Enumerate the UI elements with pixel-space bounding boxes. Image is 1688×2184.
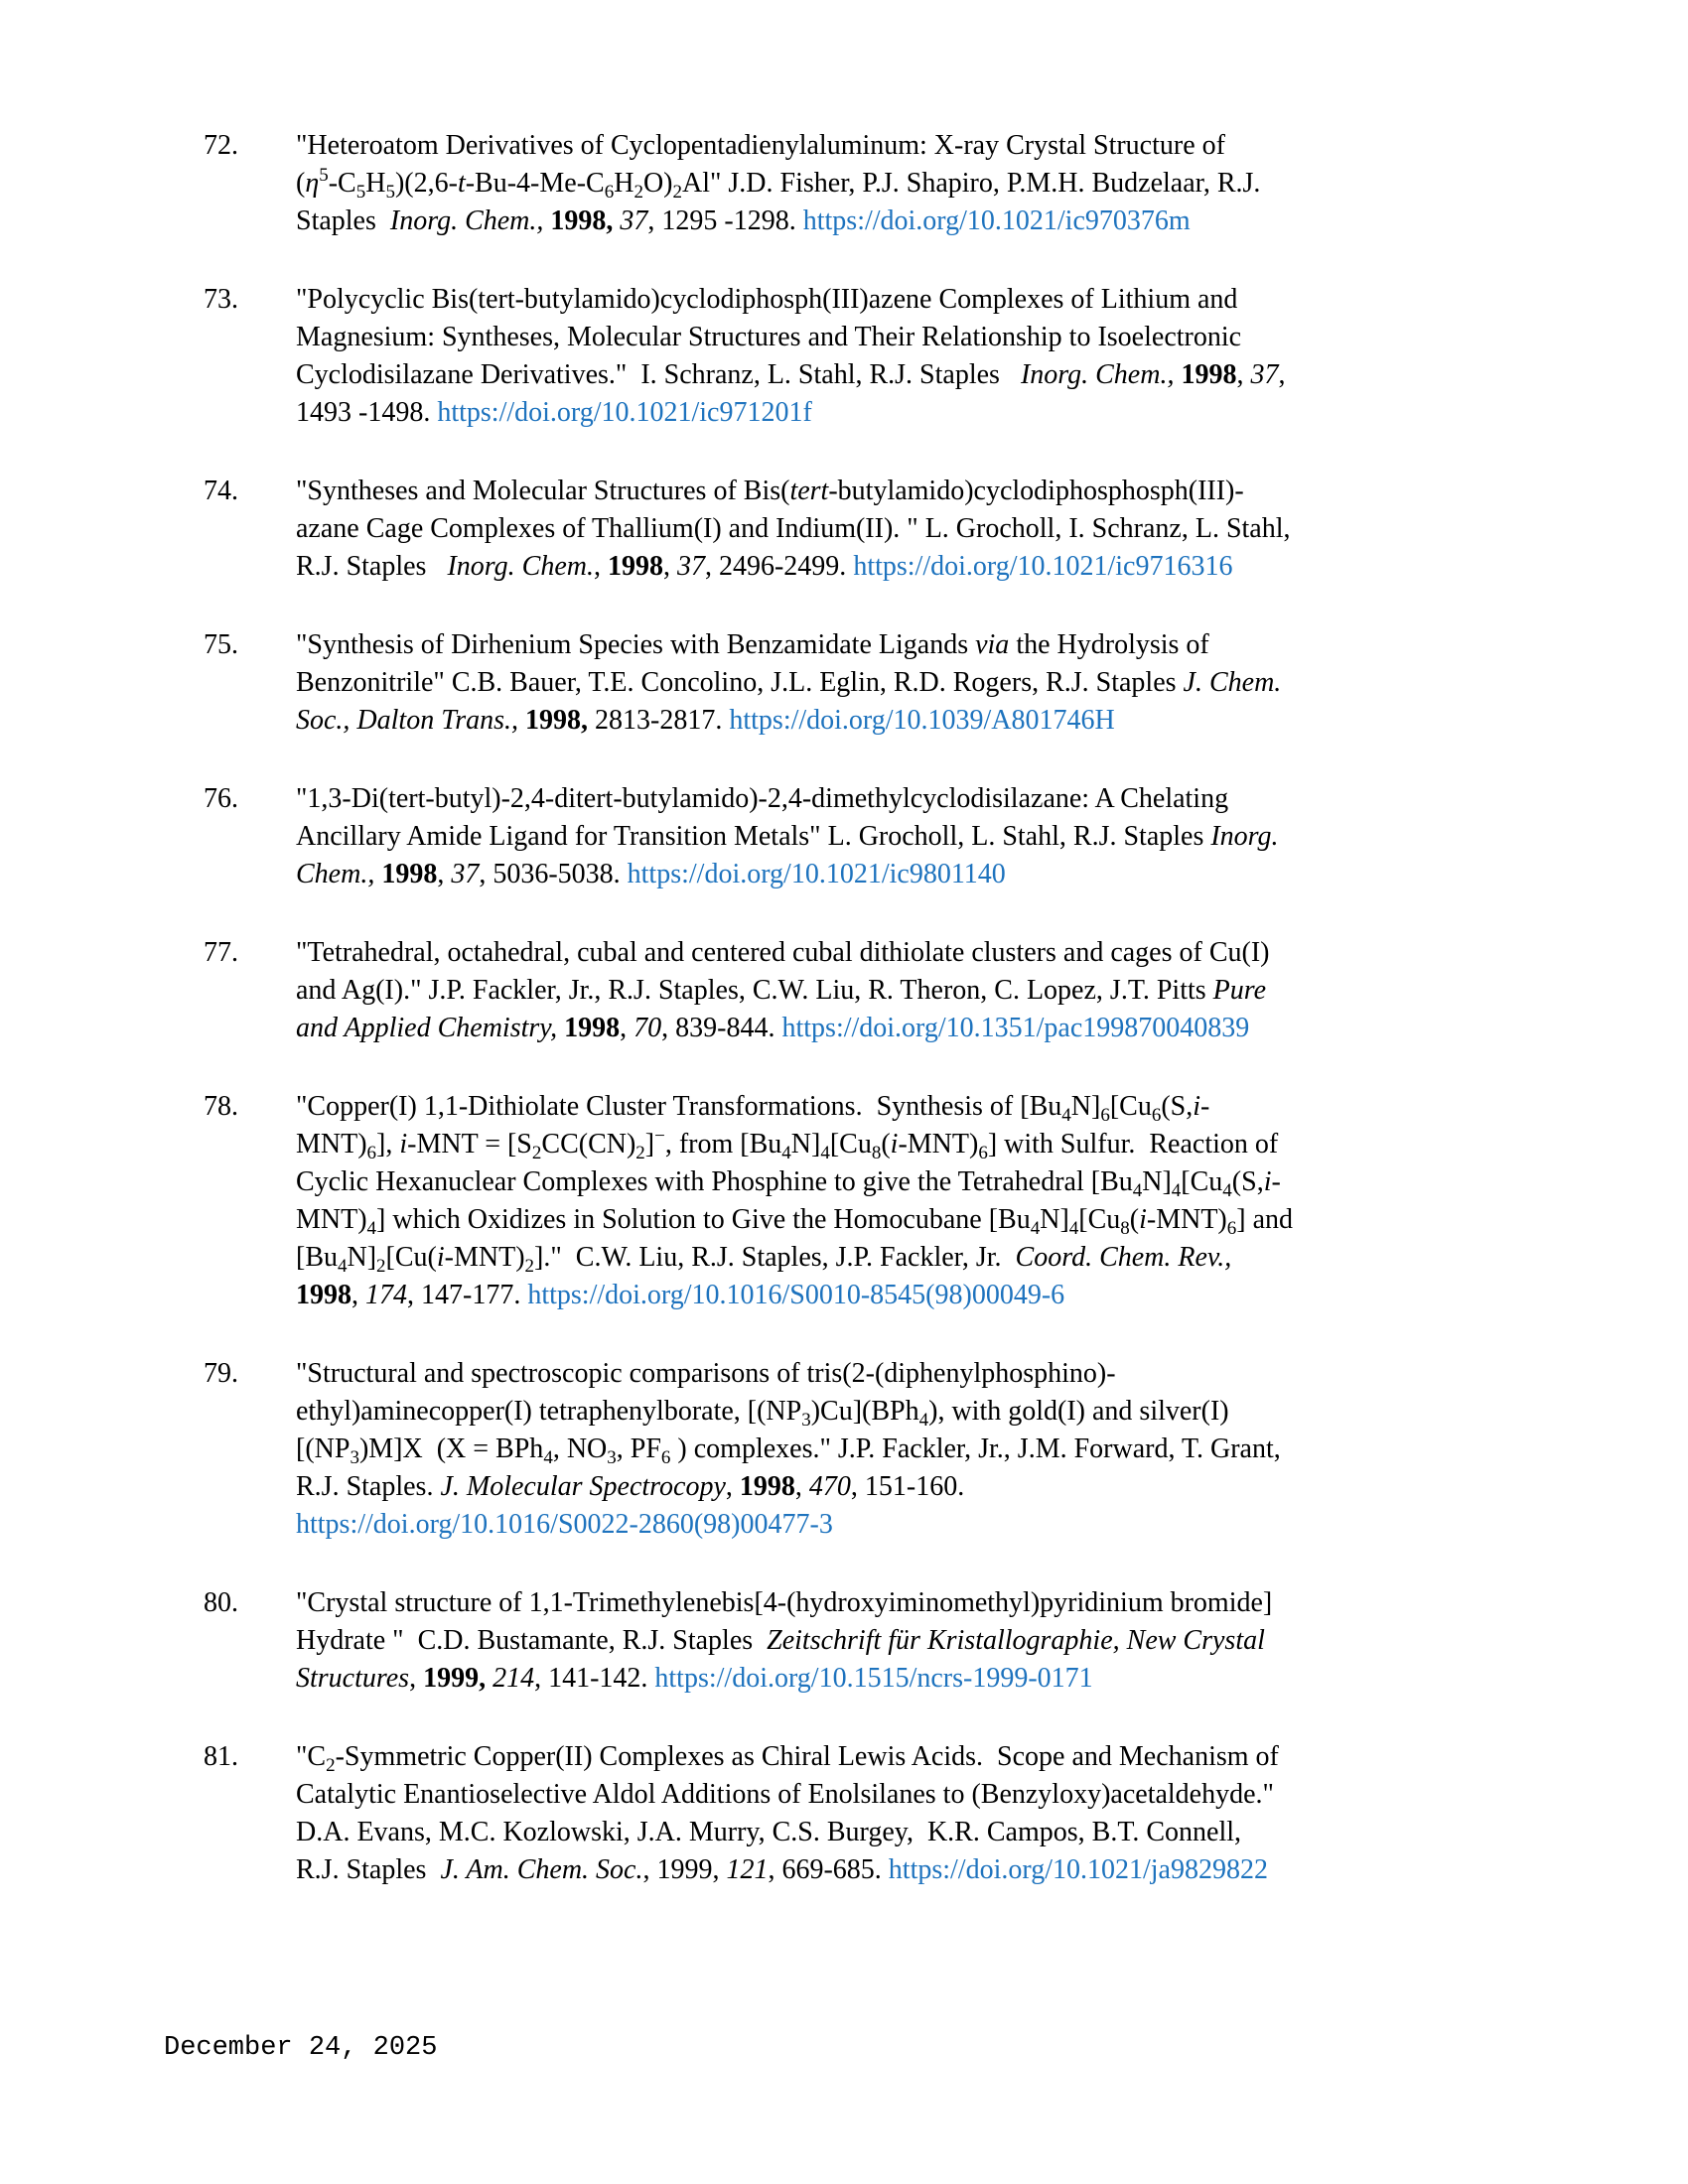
text-run: 2 xyxy=(672,182,682,203)
text-run: - xyxy=(1200,1091,1210,1122)
text-run: 4 xyxy=(366,1218,377,1239)
text-run: -MNT) xyxy=(1146,1204,1227,1235)
reference-entry xyxy=(204,780,1465,893)
reference-number: 72. xyxy=(204,130,238,161)
text-run: (S, xyxy=(1231,1166,1264,1197)
reference-text xyxy=(296,281,1465,432)
text-run: 3 xyxy=(801,1410,811,1431)
doi-link[interactable]: https://doi.org/10.1021/ic9716316 xyxy=(853,551,1233,582)
text-run: , xyxy=(1236,359,1251,390)
text-run: "Tetrahedral, octahedral, cubal and centered cubal dithiolate clusters and cages of Cu(I) xyxy=(296,937,1270,968)
text-run: 6 xyxy=(978,1143,988,1163)
text-run: ]." C.W. Liu, R.J. Staples, J.P. Fackler, Jr. xyxy=(534,1242,1016,1273)
reference-line xyxy=(296,780,1465,818)
text-run: 4 xyxy=(1061,1105,1071,1126)
reference-entry xyxy=(204,934,1465,1047)
text-run: -Bu-4-Me-C xyxy=(465,168,605,199)
text-run: 4 xyxy=(1132,1180,1143,1201)
doi-link[interactable]: https://doi.org/10.1021/ja9829822 xyxy=(888,1854,1268,1885)
reference-number: 76. xyxy=(204,783,238,814)
reference-line xyxy=(296,1738,1465,1776)
text-run: 37 xyxy=(620,205,648,236)
doi-link[interactable]: https://doi.org/10.1351/pac199870040839 xyxy=(781,1013,1250,1043)
reference-line xyxy=(296,1622,1465,1660)
text-run: i xyxy=(436,1242,445,1273)
text-run: [Cu xyxy=(1078,1204,1121,1235)
text-run: N] xyxy=(1070,1091,1101,1122)
text-run: )M]X (X = BPh xyxy=(358,1433,544,1464)
text-run: , xyxy=(409,1663,424,1694)
reference-list xyxy=(204,127,1465,1889)
text-run: 2 xyxy=(531,1143,542,1163)
reference-line xyxy=(296,1277,1465,1314)
reference-entry xyxy=(204,1738,1465,1889)
text-run: , xyxy=(725,1471,740,1502)
reference-line xyxy=(296,1506,1465,1544)
text-run: 5 xyxy=(355,182,366,203)
reference-entry xyxy=(204,473,1465,586)
text-run: , PF xyxy=(616,1433,661,1464)
text-run: ] and xyxy=(1236,1204,1294,1235)
text-run: 121 xyxy=(726,1854,769,1885)
reference-line xyxy=(296,934,1465,972)
text-run: "Syntheses and Molecular Structures of Bis( xyxy=(296,476,790,506)
text-run: 214 xyxy=(492,1663,535,1694)
text-run: 8 xyxy=(1120,1218,1130,1239)
text-run: 37 xyxy=(676,551,705,582)
reference-text xyxy=(296,1355,1465,1544)
text-run: N] xyxy=(347,1242,377,1273)
text-run: [Bu xyxy=(296,1242,338,1273)
text-run: , 1295 -1298. xyxy=(647,205,803,236)
reference-line xyxy=(296,818,1465,856)
reference-line xyxy=(296,1851,1465,1889)
text-run: 2 xyxy=(376,1256,386,1277)
text-run: 6 xyxy=(1100,1105,1110,1126)
doi-link[interactable]: https://doi.org/10.1021/ic970376m xyxy=(802,205,1191,236)
text-run: 37 xyxy=(451,859,480,889)
text-run: "Heteroatom Derivatives of Cyclopentadienylaluminum: X-ray Crystal Structure of xyxy=(296,130,1225,161)
text-run: η xyxy=(305,168,320,199)
text-run: 4 xyxy=(820,1143,830,1163)
text-run: Al" J.D. Fisher, P.J. Shapiro, P.M.H. Budzelaar, R.J. xyxy=(681,168,1261,199)
doi-link[interactable]: https://doi.org/10.1021/ic971201f xyxy=(437,397,812,428)
text-run: t xyxy=(457,168,466,199)
text-run: H xyxy=(614,168,634,199)
text-run: 1999, xyxy=(423,1663,487,1694)
text-run: Inorg. xyxy=(1210,821,1279,852)
text-run: 6 xyxy=(660,1447,671,1468)
text-run: )(2,6- xyxy=(394,168,458,199)
text-run: 70 xyxy=(633,1013,662,1043)
reference-text xyxy=(296,1088,1465,1314)
reference-line xyxy=(296,1814,1465,1851)
reference-text xyxy=(296,473,1465,586)
reference-line xyxy=(296,856,1465,893)
text-run: 2813-2817. xyxy=(588,705,730,736)
text-run: Catalytic Enantioselective Aldol Additions of Enolsilanes to (Benzyloxy)acetaldehyde." xyxy=(296,1779,1274,1810)
text-run: "Structural and spectroscopic comparisons of tris(2-(diphenylphosphino)- xyxy=(296,1358,1116,1389)
text-run: 6 xyxy=(604,182,615,203)
text-run: , 2496-2499. xyxy=(704,551,854,582)
text-run: 174 xyxy=(365,1280,407,1310)
reference-entry xyxy=(204,1584,1465,1698)
reference-number: 78. xyxy=(204,1091,238,1122)
text-run: , NO xyxy=(552,1433,608,1464)
text-run: 4 xyxy=(1068,1218,1079,1239)
doi-link[interactable]: https://doi.org/10.1016/S0010-8545(98)00049-6 xyxy=(527,1280,1065,1310)
text-run: Cyclodisilazane Derivatives." I. Schranz, L. Stahl, R.J. Staples xyxy=(296,359,1021,390)
text-run: and Ag(I)." J.P. Fackler, Jr., R.J. Staples, C.W. Liu, R. Theron, C. Lopez, J.T. Pitts xyxy=(296,975,1213,1006)
text-run: i xyxy=(1139,1204,1147,1235)
text-run: via xyxy=(975,629,1010,660)
text-run: Ancillary Amide Ligand for Transition Metals" L. Grocholl, L. Stahl, R.J. Staples xyxy=(296,821,1211,852)
text-run: , xyxy=(437,859,452,889)
reference-line xyxy=(296,1355,1465,1393)
text-run: ( xyxy=(1129,1204,1140,1235)
text-run: Cyclic Hexanuclear Complexes with Phosphine to give the Tetrahedral [Bu xyxy=(296,1166,1133,1197)
reference-line xyxy=(296,281,1465,319)
text-run: Chem., xyxy=(296,859,375,889)
text-run: ] with Sulfur. Reaction of xyxy=(987,1129,1279,1160)
text-run: 2 xyxy=(635,1143,645,1163)
reference-text xyxy=(296,1584,1465,1698)
text-run: i xyxy=(890,1129,899,1160)
doi-link[interactable]: https://doi.org/10.1021/ic9801140 xyxy=(627,859,1006,889)
text-run: 4 xyxy=(1171,1180,1182,1201)
text-run: 2 xyxy=(524,1256,535,1277)
reference-line xyxy=(296,664,1465,702)
text-run: , xyxy=(662,551,677,582)
reference-line xyxy=(296,1163,1465,1201)
text-run: i xyxy=(1263,1166,1272,1197)
reference-line xyxy=(296,394,1465,432)
text-run: 1998, xyxy=(550,205,614,236)
text-run: -MNT = [S xyxy=(407,1129,532,1160)
text-run: 4 xyxy=(1222,1180,1232,1201)
text-run: , 141-142. xyxy=(534,1663,655,1694)
text-run: R.J. Staples xyxy=(296,1854,441,1885)
doi-link[interactable]: https://doi.org/10.1016/S0022-2860(98)00477-3 xyxy=(296,1509,833,1540)
footer-date: December 24, 2025 xyxy=(164,2033,438,2063)
text-run: N] xyxy=(1040,1204,1069,1235)
text-run: 4 xyxy=(543,1447,553,1468)
text-run: ( xyxy=(881,1129,891,1160)
text-run: Inorg. Chem., xyxy=(389,205,544,236)
reference-line xyxy=(296,548,1465,586)
text-run: ] which Oxidizes in Solution to Give the Homocubane [Bu xyxy=(376,1204,1031,1235)
reference-line xyxy=(296,1239,1465,1277)
reference-entry xyxy=(204,281,1465,432)
reference-line xyxy=(296,702,1465,740)
doi-link[interactable]: https://doi.org/10.1039/A801746H xyxy=(729,705,1115,736)
reference-entry xyxy=(204,127,1465,240)
reference-number: 75. xyxy=(204,629,238,660)
text-run: -MNT) xyxy=(444,1242,525,1273)
text-run: - xyxy=(1271,1166,1281,1197)
text-run: and Applied Chemistry, xyxy=(296,1013,558,1043)
reference-line xyxy=(296,319,1465,356)
text-run: O) xyxy=(642,168,673,199)
text-run: Inorg. Chem. xyxy=(447,551,594,582)
text-run: , 147-177. xyxy=(407,1280,528,1310)
reference-text xyxy=(296,1738,1465,1889)
text-run: , 1999, xyxy=(642,1854,727,1885)
text-run: "Synthesis of Dirhenium Species with Benzamidate Ligands xyxy=(296,629,976,660)
text-run: the Hydrolysis of xyxy=(1009,629,1209,660)
text-run: , xyxy=(620,1013,634,1043)
reference-line xyxy=(296,1010,1465,1047)
reference-line xyxy=(296,165,1465,203)
text-run: , 839-844. xyxy=(661,1013,782,1043)
text-run: Structures xyxy=(296,1663,410,1694)
text-run: , 669-685. xyxy=(768,1854,889,1885)
reference-line xyxy=(296,1201,1465,1239)
reference-number: 79. xyxy=(204,1358,238,1389)
text-run: 1998 xyxy=(564,1013,621,1043)
reference-text xyxy=(296,626,1465,740)
text-run: )Cu](BPh xyxy=(810,1396,919,1427)
text-run: -Symmetric Copper(II) Complexes as Chiral Lewis Acids. Scope and Mechanism of xyxy=(335,1741,1279,1772)
text-run: 1998 xyxy=(739,1471,795,1502)
text-run: 1998 xyxy=(607,551,663,582)
text-run: [Cu xyxy=(829,1129,872,1160)
text-run: R.J. Staples. xyxy=(296,1471,441,1502)
text-run: 8 xyxy=(871,1143,882,1163)
text-run: [Cu xyxy=(1181,1166,1223,1197)
reference-line xyxy=(296,1088,1465,1126)
reference-number: 74. xyxy=(204,476,238,506)
text-run: J. Molecular Spectrocopy xyxy=(440,1471,726,1502)
reference-number: 73. xyxy=(204,284,238,315)
reference-line xyxy=(296,1776,1465,1814)
reference-line xyxy=(296,473,1465,510)
text-run: Magnesium: Syntheses, Molecular Structures and Their Relationship to Isoelectronic xyxy=(296,322,1242,352)
text-run: "Polycyclic Bis(tert-butylamido)cyclodiphosph(III)azene Complexes of Lithium and xyxy=(296,284,1238,315)
text-run: MNT) xyxy=(296,1129,367,1160)
reference-line xyxy=(296,1584,1465,1622)
text-run: i xyxy=(1193,1091,1200,1122)
text-run: azane Cage Complexes of Thallium(I) and Indium(II). " L. Grocholl, I. Schranz, L. Stahl, xyxy=(296,513,1291,544)
text-run: -C xyxy=(328,168,356,199)
text-run: , 5036-5038. xyxy=(479,859,628,889)
text-run: J. Chem. xyxy=(1183,667,1282,698)
reference-entry xyxy=(204,1088,1465,1314)
text-run: H xyxy=(365,168,386,199)
reference-line xyxy=(296,1660,1465,1698)
reference-number: 81. xyxy=(204,1741,238,1772)
text-run: Staples xyxy=(296,205,390,236)
text-run: J. Am. Chem. Soc. xyxy=(440,1854,643,1885)
text-run: 1998 xyxy=(1181,359,1237,390)
reference-text xyxy=(296,934,1465,1047)
text-run xyxy=(518,705,525,736)
text-run: 5 xyxy=(385,182,395,203)
reference-line xyxy=(296,1126,1465,1163)
text-run: 5 xyxy=(319,165,329,186)
text-run: − xyxy=(654,1126,665,1147)
text-run: -butylamido)cyclodiphosphosph(III)- xyxy=(828,476,1244,506)
text-run: , 151-160. xyxy=(850,1471,965,1502)
reference-line xyxy=(296,510,1465,548)
text-run: 6 xyxy=(1151,1105,1162,1126)
text-run: , xyxy=(1278,359,1286,390)
text-run: , xyxy=(352,1280,365,1310)
text-run: Zeitschrift für Kristallographie, New Crystal xyxy=(767,1625,1265,1656)
reference-entry xyxy=(204,1355,1465,1544)
text-run: "C xyxy=(296,1741,327,1772)
text-run: 470 xyxy=(808,1471,851,1502)
text-run: ) complexes." J.P. Fackler, Jr., J.M. Forward, T. Grant, xyxy=(670,1433,1281,1464)
reference-entry xyxy=(204,626,1465,740)
reference-line xyxy=(296,1393,1465,1431)
text-run: (S, xyxy=(1161,1091,1194,1122)
text-run: ethyl)aminecopper(I) tetraphenylborate, [(NP xyxy=(296,1396,802,1427)
reference-text xyxy=(296,127,1465,240)
text-run: D.A. Evans, M.C. Kozlowski, J.A. Murry, C.S. Burgey, K.R. Campos, B.T. Connell, xyxy=(296,1817,1241,1847)
reference-line xyxy=(296,203,1465,240)
text-run: , xyxy=(794,1471,809,1502)
reference-line xyxy=(296,1468,1465,1506)
text-run: Coord. Chem. Rev., xyxy=(1015,1242,1232,1273)
reference-number: 77. xyxy=(204,937,238,968)
text-run: MNT) xyxy=(296,1204,367,1235)
text-run: 4 xyxy=(1030,1218,1041,1239)
text-run: N] xyxy=(790,1129,821,1160)
doi-link[interactable]: https://doi.org/10.1515/ncrs-1999-0171 xyxy=(654,1663,1093,1694)
text-run: ] xyxy=(644,1129,655,1160)
text-run: 4 xyxy=(918,1410,929,1431)
text-run: Pure xyxy=(1212,975,1267,1006)
text-run: 37 xyxy=(1250,359,1279,390)
text-run: CC(CN) xyxy=(541,1129,636,1160)
text-run: 6 xyxy=(366,1143,377,1163)
reference-line xyxy=(296,626,1465,664)
text-run: 1998, xyxy=(525,705,589,736)
text-run: 2 xyxy=(633,182,643,203)
text-run: 1998 xyxy=(296,1280,352,1310)
text-run: R.J. Staples xyxy=(296,551,448,582)
text-run: Hydrate " C.D. Bustamante, R.J. Staples xyxy=(296,1625,768,1656)
text-run: 3 xyxy=(350,1447,359,1468)
text-run: N] xyxy=(1142,1166,1172,1197)
text-run: 4 xyxy=(338,1256,348,1277)
text-run: Inorg. Chem., xyxy=(1020,359,1175,390)
reference-text xyxy=(296,780,1465,893)
text-run: "1,3-Di(tert-butyl)-2,4-ditert-butylamido)-2,4-dimethylcyclodisilazane: A Chelating xyxy=(296,783,1229,814)
text-run: 2 xyxy=(326,1755,336,1776)
reference-line xyxy=(296,1431,1465,1468)
text-run: ), with gold(I) and silver(I) xyxy=(928,1396,1229,1427)
text-run: 1493 -1498. xyxy=(296,397,438,428)
text-run: [(NP xyxy=(296,1433,351,1464)
text-run: 4 xyxy=(781,1143,791,1163)
text-run: -MNT) xyxy=(898,1129,979,1160)
reference-number: 80. xyxy=(204,1587,238,1618)
text-run: 6 xyxy=(1226,1218,1237,1239)
text-run: tert xyxy=(789,476,829,506)
text-run: [Cu xyxy=(1109,1091,1152,1122)
reference-line xyxy=(296,356,1465,394)
text-run: ( xyxy=(296,168,306,199)
text-run: , from [Bu xyxy=(664,1129,782,1160)
text-run: "Copper(I) 1,1-Dithiolate Cluster Transformations. Synthesis of [Bu xyxy=(296,1091,1062,1122)
text-run: 1998 xyxy=(381,859,438,889)
text-run: Soc., Dalton Trans., xyxy=(296,705,519,736)
text-run: , xyxy=(593,551,608,582)
text-run: i xyxy=(399,1129,408,1160)
text-run: "Crystal structure of 1,1-Trimethylenebis[4-(hydroxyiminomethyl)pyridinium bromide] xyxy=(296,1587,1273,1618)
text-run: 3 xyxy=(607,1447,617,1468)
text-run: ], xyxy=(376,1129,400,1160)
reference-line xyxy=(296,972,1465,1010)
reference-line xyxy=(296,127,1465,165)
text-run: Benzonitrile" C.B. Bauer, T.E. Concolino, J.L. Eglin, R.D. Rogers, R.J. Staples xyxy=(296,667,1184,698)
text-run: [Cu( xyxy=(385,1242,437,1273)
